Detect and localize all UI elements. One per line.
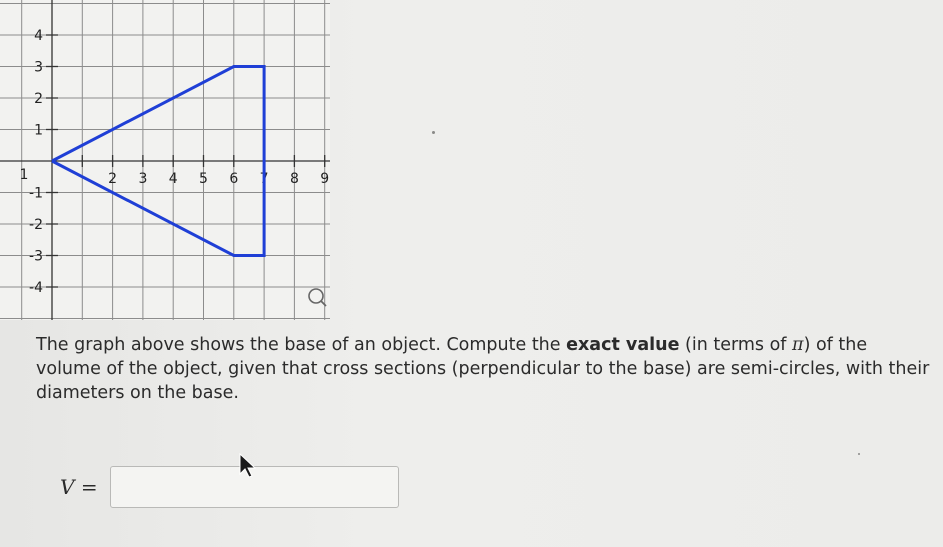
question-text	[36, 333, 936, 405]
y-tick-label: 1	[34, 122, 43, 139]
base-graph	[0, 0, 330, 320]
screen-speck	[432, 131, 435, 134]
graph-svg	[0, 0, 330, 320]
question-part2: (in terms of	[679, 335, 793, 355]
y-tick-label: 3	[34, 59, 43, 76]
y-tick-label: -1	[29, 185, 43, 202]
x-tick-label: 8	[289, 171, 299, 187]
question-part3: ) of the volume of the object, given that cross sections (perpendicular to the base) are semi-circles, with their diameters on the base.	[36, 335, 930, 403]
x-tick-label: 9	[320, 171, 330, 187]
answer-row	[60, 463, 399, 511]
answer-var: V	[60, 475, 75, 499]
answer-label	[60, 475, 98, 499]
question-bold: exact value	[566, 335, 680, 355]
x-tick-label: 7	[259, 171, 269, 187]
arrow-cursor-icon	[238, 452, 260, 478]
y-tick-label: -2	[29, 217, 43, 233]
y-tick-label: 4	[34, 28, 43, 44]
pi-symbol: π	[792, 335, 804, 355]
question-part1: The graph above shows the base of an object. Compute the	[36, 335, 567, 355]
y-tick-label: 2	[34, 91, 43, 107]
x-tick-label: 2	[108, 171, 118, 187]
origin-label: 1	[19, 167, 29, 183]
x-tick-label: 6	[229, 171, 239, 187]
graph-background	[0, 0, 330, 320]
screen-speck	[858, 453, 860, 455]
x-tick-label: 5	[199, 171, 208, 187]
y-tick-label: -4	[29, 280, 43, 296]
answer-eq: =	[80, 475, 98, 499]
x-tick-label: 4	[168, 171, 178, 187]
x-tick-label: 3	[138, 171, 148, 187]
y-tick-label: -3	[29, 248, 43, 265]
